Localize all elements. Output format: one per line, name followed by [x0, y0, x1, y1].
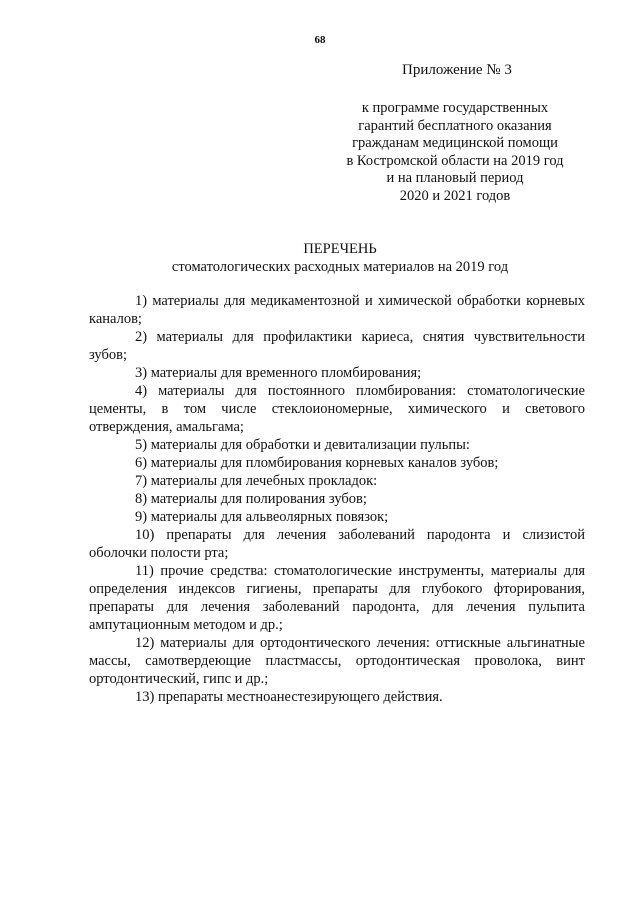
program-line: и на плановый период — [386, 170, 524, 186]
program-line: гарантий бесплатного оказания — [358, 117, 552, 134]
program-line: к программе государственных — [361, 100, 549, 116]
list-item: 2) материалы для профилактики кариеса, снятия чувствительности зубов; — [89, 329, 585, 363]
page-number: 68 — [314, 34, 326, 46]
document-subtitle: стоматологических расходных материалов на 2019 год — [171, 259, 509, 275]
list-item: 1) материалы для медикаментозной и химической обработки корневых каналов; — [89, 293, 585, 327]
materials-list — [89, 292, 585, 706]
list-item: 3) материалы для временного пломбирования; — [135, 365, 422, 381]
program-line: 2020 и 2021 годов — [399, 187, 511, 204]
list-item: 8) материалы для полирования зубов; — [135, 491, 367, 507]
document-title: ПЕРЕЧЕНЬ — [303, 241, 377, 257]
list-item: 4) материалы для постоянного пломбирования: стоматологические цементы, в том числе стеклоиономерные, химического и светового отверждения, амальгама; — [89, 383, 585, 435]
program-line: в Костромской области на 2019 год — [346, 152, 564, 169]
list-item: 7) материалы для лечебных прокладок: — [135, 473, 378, 489]
appendix-label: Приложение № 3 — [402, 62, 512, 78]
list-item: 11) прочие средства: стоматологические инструменты, материалы для определения индексов гигиены, препараты для глубокого фторирования, препараты для лечения заболеваний пародонта, для лечения пульпита ампутационным методом и др.; — [89, 563, 585, 633]
list-item: 13) препараты местноанестезирующего действия. — [135, 689, 443, 705]
list-item: 5) материалы для обработки и девитализации пульпы: — [135, 437, 470, 453]
program-line: гражданам медицинской помощи — [352, 135, 558, 151]
list-item: 9) материалы для альвеолярных повязок; — [135, 509, 389, 525]
list-item: 12) материалы для ортодонтического лечения: оттискные альгинатные массы, самотвердеющие пластмассы, ортодонтическая проволока, винт ортодонтический, гипс и др.; — [89, 635, 585, 687]
list-item: 10) препараты для лечения заболеваний пародонта и слизистой оболочки полости рта; — [89, 527, 585, 561]
program-reference — [320, 100, 590, 205]
list-item: 6) материалы для пломбирования корневых каналов зубов; — [135, 455, 499, 471]
